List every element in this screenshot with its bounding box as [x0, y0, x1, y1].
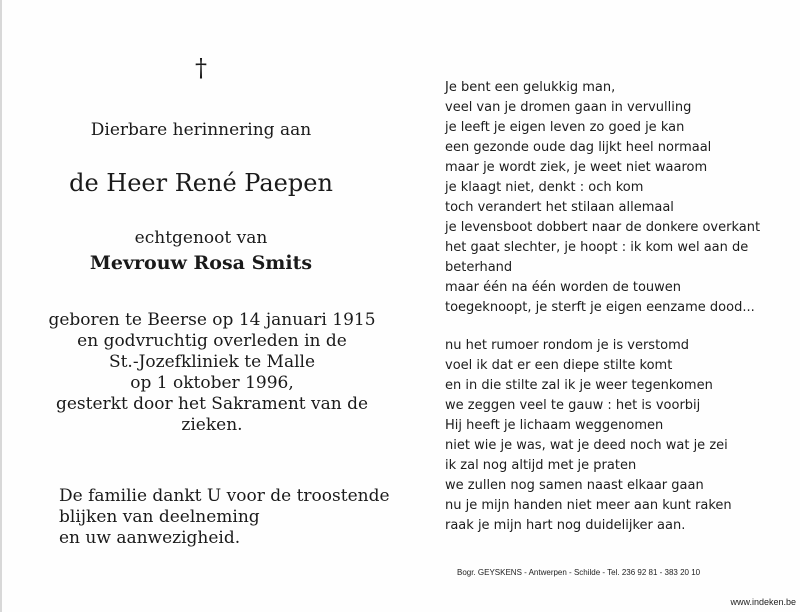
- poem-line: je levensboot dobbert naar de donkere overkant: [445, 220, 761, 235]
- poem-line: nu het rumoer rondom je is verstomd: [445, 338, 690, 353]
- printer-credit: Bogr. GEYSKENS - Antwerpen - Schilde - Tel. 236 92 81 - 383 20 10: [457, 568, 701, 577]
- poem-line: en in die stilte zal ik je weer tegenkomen: [445, 378, 713, 393]
- thanks-line: en uw aanwezigheid.: [59, 528, 241, 548]
- poem-line: niet wie je was, wat je deed noch wat je zei: [445, 438, 728, 453]
- poem-line: we zeggen veel te gauw : het is voorbij: [445, 398, 701, 413]
- bio-line: gesterkt door het Sakrament van de: [55, 394, 369, 414]
- bio-line: zieken.: [181, 415, 243, 435]
- poem-line: toegeknoopt, je sterft je eigen eenzame dood...: [445, 300, 755, 315]
- poem-line: ik zal nog altijd met je praten: [445, 458, 637, 473]
- poem-line: voel ik dat er een diepe stilte komt: [445, 358, 673, 373]
- poem-line: het gaat slechter, je hoopt : ik kom wel aan de: [445, 240, 749, 255]
- bio-line: St.-Jozefkliniek te Malle: [108, 352, 316, 372]
- poem-line: Hij heeft je lichaam weggenomen: [445, 418, 664, 433]
- poem-line: maar één na één worden de touwen: [445, 280, 682, 295]
- poem-line: je klaagt niet, denkt : och kom: [445, 180, 644, 195]
- spouse-label: echtgenoot van: [134, 228, 268, 248]
- biography: [2, 310, 422, 436]
- bio-line: en godvruchtig overleden in de: [77, 331, 347, 351]
- thanks-text: [59, 486, 390, 549]
- poem-line: veel van je dromen gaan in vervulling: [445, 100, 692, 115]
- poem-line: raak je mijn hart nog duidelijker aan.: [445, 518, 686, 533]
- poem-line: een gezonde oude dag lijkt heel normaal: [445, 140, 712, 155]
- spouse-name: Mevrouw Rosa Smits: [89, 252, 313, 274]
- poem-stanza-1: [445, 78, 760, 318]
- poem-line: maar je wordt ziek, je weet niet waarom: [445, 160, 708, 175]
- intro-text: Dierbare herinnering aan: [90, 120, 312, 140]
- poem-line: beterhand: [445, 260, 513, 275]
- poem-line: je leeft je eigen leven zo goed je kan: [445, 120, 685, 135]
- left-panel: [2, 0, 402, 612]
- bio-line: op 1 oktober 1996,: [130, 373, 294, 393]
- deceased-name: de Heer René Paepen: [69, 169, 333, 197]
- bio-line: geboren te Beerse op 14 januari 1915: [48, 310, 376, 330]
- poem-line: toch verandert het stilaan allemaal: [445, 200, 674, 215]
- thanks-line: De familie dankt U voor de troostende: [59, 486, 390, 506]
- poem-stanza-2: [445, 336, 760, 536]
- poem-line: we zullen nog samen naast elkaar gaan: [445, 478, 704, 493]
- website-watermark: www.indeken.be: [730, 597, 796, 607]
- cross-icon: †: [195, 54, 207, 82]
- poem-line: Je bent een gelukkig man,: [445, 80, 616, 95]
- thanks-line: blijken van deelneming: [59, 507, 260, 527]
- poem: [445, 78, 760, 536]
- poem-line: nu je mijn handen niet meer aan kunt raken: [445, 498, 732, 513]
